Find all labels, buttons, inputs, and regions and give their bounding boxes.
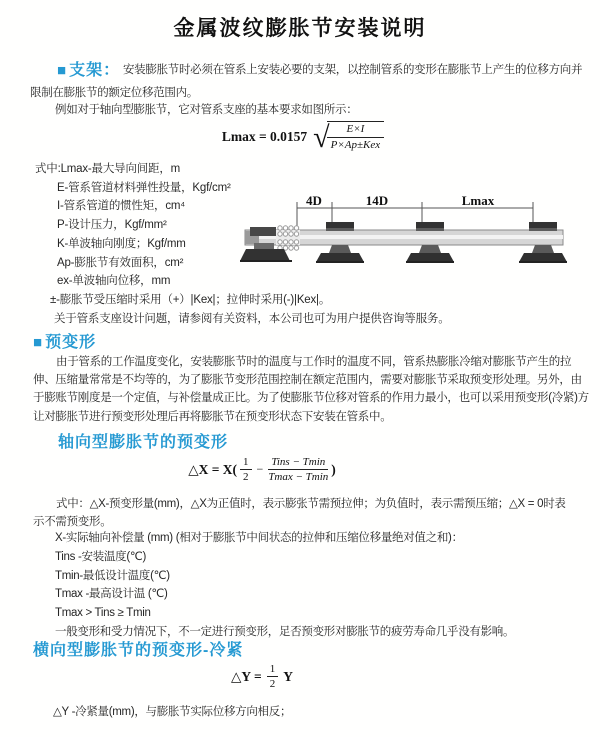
fraction-numerator: Tins − Tmin xyxy=(268,456,328,470)
definition-line: Ap-膨胀节有效面积，cm² xyxy=(57,256,184,269)
support-note: 关于管系支座设计问题，请参阅有关资料，本公司也可为用户提供咨询等服务。 xyxy=(54,312,450,325)
lateral-preform-formula xyxy=(0,663,524,690)
axial-para-line1: 式中：△X-预变形量(mm)，△X为正值时，表示膨张节需预拉伸；为负值时，表示需预压缩；△X = 0时表 xyxy=(56,498,566,510)
preform-section-heading xyxy=(33,329,96,352)
axial-preform-formula xyxy=(0,456,524,483)
lateral-definition-line: △Y -冷紧量(mm)，与膨胀节实际位移方向相反； xyxy=(53,706,292,718)
dimension-label-lmax: Lmax xyxy=(461,193,495,208)
lmax-formula xyxy=(0,121,600,153)
definition-line: Tmax > Tins ≥ Tmin xyxy=(55,607,151,620)
formula-rhs: ) xyxy=(331,461,336,477)
formula-fraction xyxy=(327,121,385,153)
blue-square-icon: ■ xyxy=(33,334,44,351)
definition-line: ±-膨胀节受压缩时采用（+）|Kex|；拉伸时采用(-)|Kex|。 xyxy=(50,293,331,306)
definition-line: Tmax -最高设计温 (℃) xyxy=(55,588,168,601)
paragraph-line: 于膨账节刚度是一个定值，与补偿量成正比。为了使膨胀节位移对管系的作用力最小，也可以采用预变形(冷紧)方 xyxy=(33,392,589,405)
definition-line: X-实际轴向补偿量 (mm) (相对于膨胀节中间状态的拉伸和压缩位移量绝对值之和)： xyxy=(55,532,463,544)
fraction-denominator: 2 xyxy=(269,678,276,690)
dimension-label-4d: 4D xyxy=(306,193,322,208)
support-example-line: 例如对于轴向型膨胀节，它对管系支座的基本要求如图所示： xyxy=(55,104,358,116)
formula-temp-fraction xyxy=(268,456,328,483)
support-intro-line1 xyxy=(57,57,597,80)
formula-half-fraction xyxy=(240,456,252,483)
definition-line: E-管系管道材料弹性投量，Kgf/cm² xyxy=(57,181,231,194)
support-heading-label: 支架： xyxy=(69,62,121,79)
fraction-denominator: Tmax − Tmin xyxy=(268,471,329,483)
formula-lhs: Lmax = 0.0157 xyxy=(221,129,308,144)
minus-sign: − xyxy=(256,462,264,476)
blue-square-icon: ■ xyxy=(57,62,68,79)
support-intro-line2: 限制在膨胀节的额定位移范围内。 xyxy=(30,87,198,99)
support-section-heading xyxy=(57,62,120,79)
formula-denominator: P×Ap±Kex xyxy=(330,139,381,151)
axial-subsection-heading: 轴向型膨胀节的预变形 xyxy=(58,434,229,451)
definition-line: Tmin-最低设计温度(℃) xyxy=(55,569,170,582)
paragraph-line: 让对膨胀节进行预变形处理后再将膨胀节在预变形状态下安装在管系中。 xyxy=(33,410,392,423)
formula-lhs: △X = X( xyxy=(188,461,238,477)
page-title: 金属波纹膨胀节安装说明 xyxy=(173,17,427,40)
axial-definitions-list xyxy=(55,529,595,642)
fraction-numerator: 1 xyxy=(240,456,252,470)
definition-line: ex-单波轴向位移，mm xyxy=(57,275,171,288)
preform-heading-label: 预变形 xyxy=(45,334,97,351)
definition-line: K-单波轴向刚度；Kgf/mm xyxy=(57,237,186,250)
bellows-coils xyxy=(276,226,300,250)
fraction-denominator: 2 xyxy=(243,471,249,483)
pipe-support-diagram xyxy=(240,192,575,292)
axial-note: 一般变形和受力情况下，不一定进行预变形，足否预变形对膨胀节的疲劳寿命几乎没有影响。 xyxy=(55,625,515,638)
preform-paragraph xyxy=(33,353,595,426)
lateral-subsection-heading: 横向型膨胀节的预变形-冷紧 xyxy=(33,642,244,659)
definition-line: 式中:Lmax-最大导向间距，m xyxy=(35,163,181,175)
formula-lhs: △Y = xyxy=(231,668,262,684)
definition-line: P-设计压力，Kgf/mm² xyxy=(57,219,167,232)
fraction-numerator: 1 xyxy=(267,663,279,677)
dimension-label-14d: 14D xyxy=(365,193,389,208)
definition-line: I-管系管道的惯性矩，cm⁴ xyxy=(57,200,185,213)
formula-rhs: Y xyxy=(283,668,293,684)
formula-numerator: E×I xyxy=(327,122,385,138)
paragraph-line: 由于管系的工作温度变化，安装膨胀节时的温度与工作时的温度不同，管系热膨胀冷缩对膨胀节产生的拉 xyxy=(56,356,572,368)
axial-para-line2: 示不需预变形。 xyxy=(33,516,112,528)
square-root-icon: √ xyxy=(313,121,330,154)
paragraph-line: 伸、压缩量常常是不均等的，为了膨胀节变形范围控制在额定范围内，需要对膨胀节采取预变形处理。另外，由 xyxy=(33,374,582,387)
support-intro-text: 安装膨胀节时必须在管系上安装必要的支架，以控制管系的变形在膨胀节上产生的位移方向并 xyxy=(122,64,583,76)
formula-half-fraction xyxy=(267,663,279,690)
definition-line: Tins -安装温度(℃) xyxy=(55,550,146,563)
